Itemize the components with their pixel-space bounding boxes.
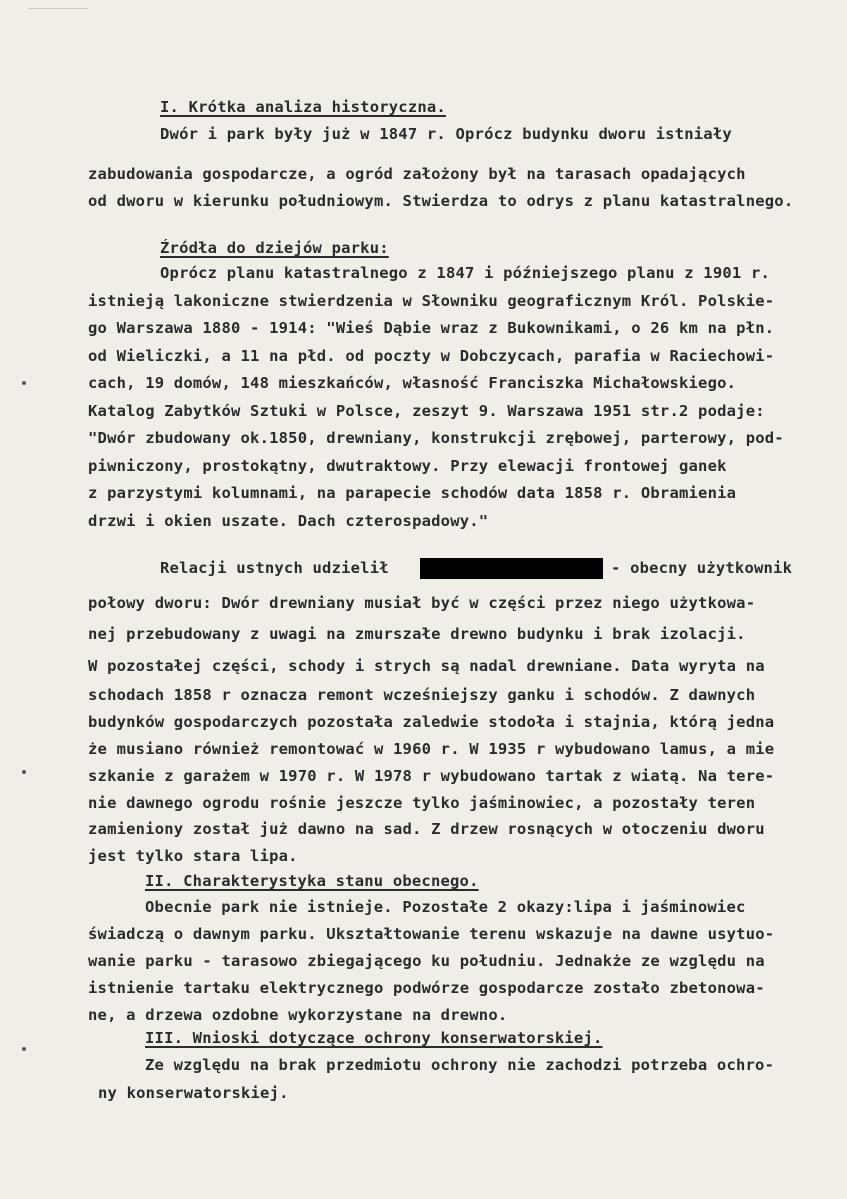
paragraph-line: Obecnie park nie istnieje. Pozostałe 2 okazy:lipa i jaśminowiec: [145, 898, 746, 916]
margin-hole-mark: [22, 770, 26, 774]
paragraph-line: jest tylko stara lipa.: [88, 847, 298, 865]
redaction-bar: [420, 558, 603, 579]
paragraph-line: ne, a drzewa ozdobne wykorzystane na drewno.: [88, 1006, 508, 1024]
paragraph-line: Katalog Zabytków Sztuki w Polsce, zeszyt 9. Warszawa 1951 str.2 podaje:: [88, 402, 765, 420]
paragraph-line: istnienie tartaku elektrycznego podwórze gospodarcze zostało zbetonowa-: [88, 979, 765, 997]
paper-edge-mark: [28, 8, 88, 9]
paragraph-line: go Warszawa 1880 - 1914: "Wieś Dąbie wraz z Bukownikami, o 26 km na płn.: [88, 319, 775, 337]
paragraph-line: świadczą o dawnym parku. Ukształtowanie terenu wskazuje na dawne usytuo-: [88, 925, 775, 943]
section-heading-conclusions: III. Wnioski dotyczące ochrony konserwatorskiej.: [145, 1029, 603, 1047]
section-heading-current-state: II. Charakterystyka stanu obecnego.: [145, 872, 479, 890]
paragraph-line: - obecny użytkownik: [611, 559, 793, 577]
paragraph-line: Dwór i park były już w 1847 r. Oprócz budynku dworu istniały: [160, 125, 732, 143]
section-heading-sources: Źródła do dziejów parku:: [160, 239, 389, 257]
paragraph-line: od dworu w kierunku południowym. Stwierdza to odrys z planu katastralnego.: [88, 192, 794, 210]
paragraph-line: szkanie z garażem w 1970 r. W 1978 r wybudowano tartak z wiatą. Na tere-: [88, 767, 775, 785]
paragraph-line: Ze względu na brak przedmiotu ochrony nie zachodzi potrzeba ochro-: [145, 1056, 775, 1074]
paragraph-line: ny konserwatorskiej.: [98, 1084, 289, 1102]
paragraph-line: z parzystymi kolumnami, na parapecie schodów data 1858 r. Obramienia: [88, 484, 737, 502]
paragraph-line: W pozostałej części, schody i strych są nadal drewniane. Data wyryta na: [88, 657, 765, 675]
paragraph-line: nie dawnego ogrodu rośnie jeszcze tylko jaśminowiec, a pozostały teren: [88, 794, 756, 812]
paragraph-line: zabudowania gospodarcze, a ogród założony był na tarasach opadających: [88, 165, 746, 183]
paragraph-line: połowy dworu: Dwór drewniany musiał być w części przez niego użytkowa-: [88, 594, 756, 612]
paragraph-line: "Dwór zbudowany ok.1850, drewniany, konstrukcji zrębowej, parterowy, pod-: [88, 429, 784, 447]
paragraph-line: istnieją lakoniczne stwierdzenia w Słowniku geograficznym Król. Polskie-: [88, 292, 775, 310]
paragraph-line: że musiano również remontować w 1960 r. W 1935 r wybudowano lamus, a mie: [88, 740, 775, 758]
paragraph-line: od Wieliczki, a 11 na płd. od poczty w Dobczycach, parafia w Raciechowi-: [88, 347, 775, 365]
margin-hole-mark: [22, 381, 26, 385]
paragraph-line: piwniczony, prostokątny, dwutraktowy. Przy elewacji frontowej ganek: [88, 457, 727, 475]
paragraph-line: zamieniony został już dawno na sad. Z drzew rosnących w otoczeniu dworu: [88, 820, 765, 838]
paragraph-line: budynków gospodarczych pozostała zaledwie stodoła i stajnia, którą jedna: [88, 713, 775, 731]
margin-hole-mark: [22, 1047, 26, 1051]
paragraph-line: drzwi i okien uszate. Dach czterospadowy.": [88, 512, 489, 530]
paragraph-line: wanie parku - tarasowo zbiegającego ku południu. Jednakże ze względu na: [88, 952, 765, 970]
paragraph-line: schodach 1858 r oznacza remont wcześniejszy ganku i schodów. Z dawnych: [88, 686, 756, 704]
section-heading-historical-analysis: I. Krótka analiza historyczna.: [160, 98, 446, 116]
paragraph-line: Relacji ustnych udzielił: [160, 559, 389, 577]
paragraph-line: nej przebudowany z uwagi na zmurszałe drewno budynku i brak izolacji.: [88, 625, 746, 643]
paragraph-line: Oprócz planu katastralnego z 1847 i późniejszego planu z 1901 r.: [160, 264, 771, 282]
paragraph-line: cach, 19 domów, 148 mieszkańców, własność Franciszka Michałowskiego.: [88, 374, 737, 392]
